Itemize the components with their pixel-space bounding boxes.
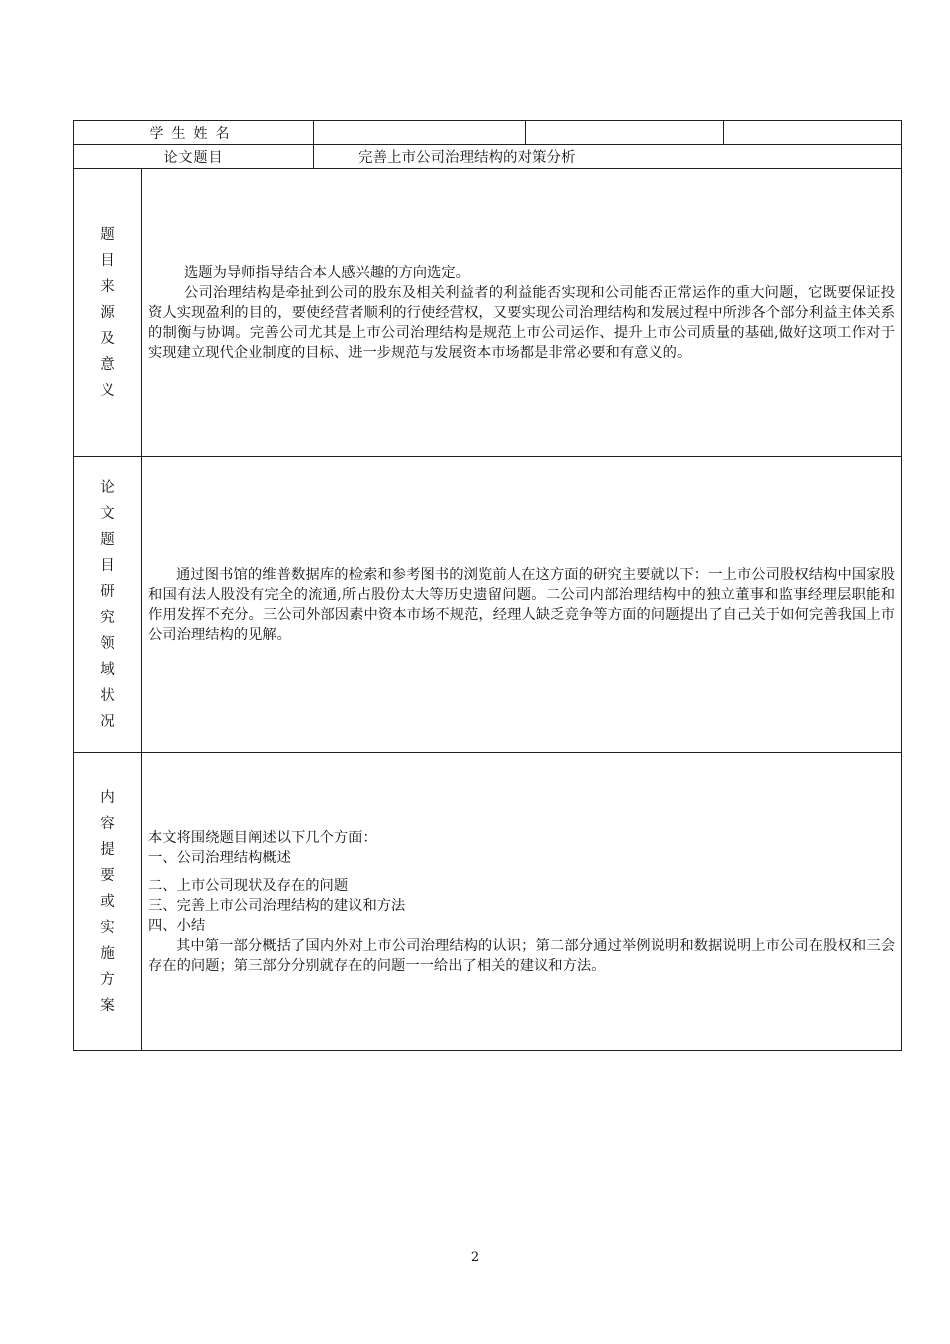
label-char: 题 [100, 226, 115, 243]
intro-line: 本文将围绕题目阐述以下几个方面： [148, 829, 377, 846]
student-name-label: 学生姓名 [74, 121, 314, 145]
label-char: 研 [100, 583, 115, 600]
paragraph: 通过图书馆的维普数据库的检索和参考图书的浏览前人在这方面的研究主要就以下：一上市公司股权结构中国家股和国有法人股没有完全的流通,所占股份太大等历史遗留问题。二公司内部治理结构中的独立董事和监事经理层职能和作用发挥不充分。三公司外部因素中资本市场不规范，经理人缺乏竞争等方面的问题提出了自己关于如何完善我国上市公司治理结构的见解。 [148, 566, 895, 643]
section-label-content-plan [74, 753, 142, 1051]
label-char: 究 [100, 609, 115, 626]
section-content-plan [74, 753, 902, 1051]
page-number: 2 [470, 1250, 480, 1265]
section-body-research-status [142, 457, 902, 753]
label-char: 源 [100, 304, 115, 321]
label-char: 义 [100, 382, 115, 399]
outline-item: 四、小结 [148, 917, 206, 934]
section-body-content-plan [142, 753, 902, 1051]
thesis-title-row [74, 145, 902, 169]
label-char: 论 [100, 479, 115, 496]
student-name-cell-1 [314, 121, 526, 145]
paragraph: 公司治理结构是牵扯到公司的股东及相关利益者的利益能否实现和公司能否正常运作的重大问题，它既要保证投资人实现盈利的目的，要使经营者顺利的行使经营权，又要实现公司治理结构和发展过程中所涉各个部分利益主体关系的制衡与协调。完善公司尤其是上市公司治理结构是规范上市公司运作、提升上市公司质量的基础,做好这项工作对于实现建立现代企业制度的目标、进一步规范与发展资本市场都是非常必要和有意义的。 [148, 284, 895, 361]
label-char: 提 [100, 841, 115, 858]
label-char: 况 [100, 713, 115, 730]
label-char: 状 [100, 687, 115, 704]
label-char: 目 [100, 557, 115, 574]
section-body-topic-source [142, 169, 902, 457]
thesis-title-label: 论文题目 [74, 145, 314, 169]
section-research-status [74, 457, 902, 753]
label-char: 内 [100, 789, 115, 806]
label-char: 案 [100, 997, 115, 1014]
summary-paragraph: 其中第一部分概括了国内外对上市公司治理结构的认识；第二部分通过举例说明和数据说明上市公司在股权和三会存在的问题；第三部分分别就存在的问题一一给出了相关的建议和方法。 [148, 937, 895, 974]
thesis-title-value: 完善上市公司治理结构的对策分析 [314, 145, 902, 169]
outline-item: 一、公司治理结构概述 [148, 849, 291, 866]
label-char: 目 [100, 252, 115, 269]
label-char: 来 [100, 278, 115, 295]
label-char: 域 [100, 661, 115, 678]
section-label-research-status [74, 457, 142, 753]
label-char: 领 [100, 635, 115, 652]
label-char: 施 [100, 945, 115, 962]
label-char: 要 [100, 867, 115, 884]
label-char: 方 [100, 971, 115, 988]
student-name-cell-3 [724, 121, 902, 145]
label-char: 及 [100, 330, 115, 347]
label-char: 实 [100, 919, 115, 936]
label-char: 容 [100, 815, 115, 832]
paragraph: 选题为导师指导结合本人感兴趣的方向选定。 [184, 264, 470, 281]
label-char: 意 [100, 356, 115, 373]
section-label-topic-source [74, 169, 142, 457]
label-char: 或 [100, 893, 115, 910]
label-char: 题 [100, 531, 115, 548]
section-topic-source [74, 169, 902, 457]
student-name-cell-2 [526, 121, 724, 145]
outline-item: 二、上市公司现状及存在的问题 [148, 877, 349, 894]
proposal-form [73, 120, 901, 1051]
proposal-table [73, 120, 902, 1051]
outline-item: 三、完善上市公司治理结构的建议和方法 [148, 897, 406, 914]
label-char: 文 [100, 505, 115, 522]
student-name-row [74, 121, 902, 145]
